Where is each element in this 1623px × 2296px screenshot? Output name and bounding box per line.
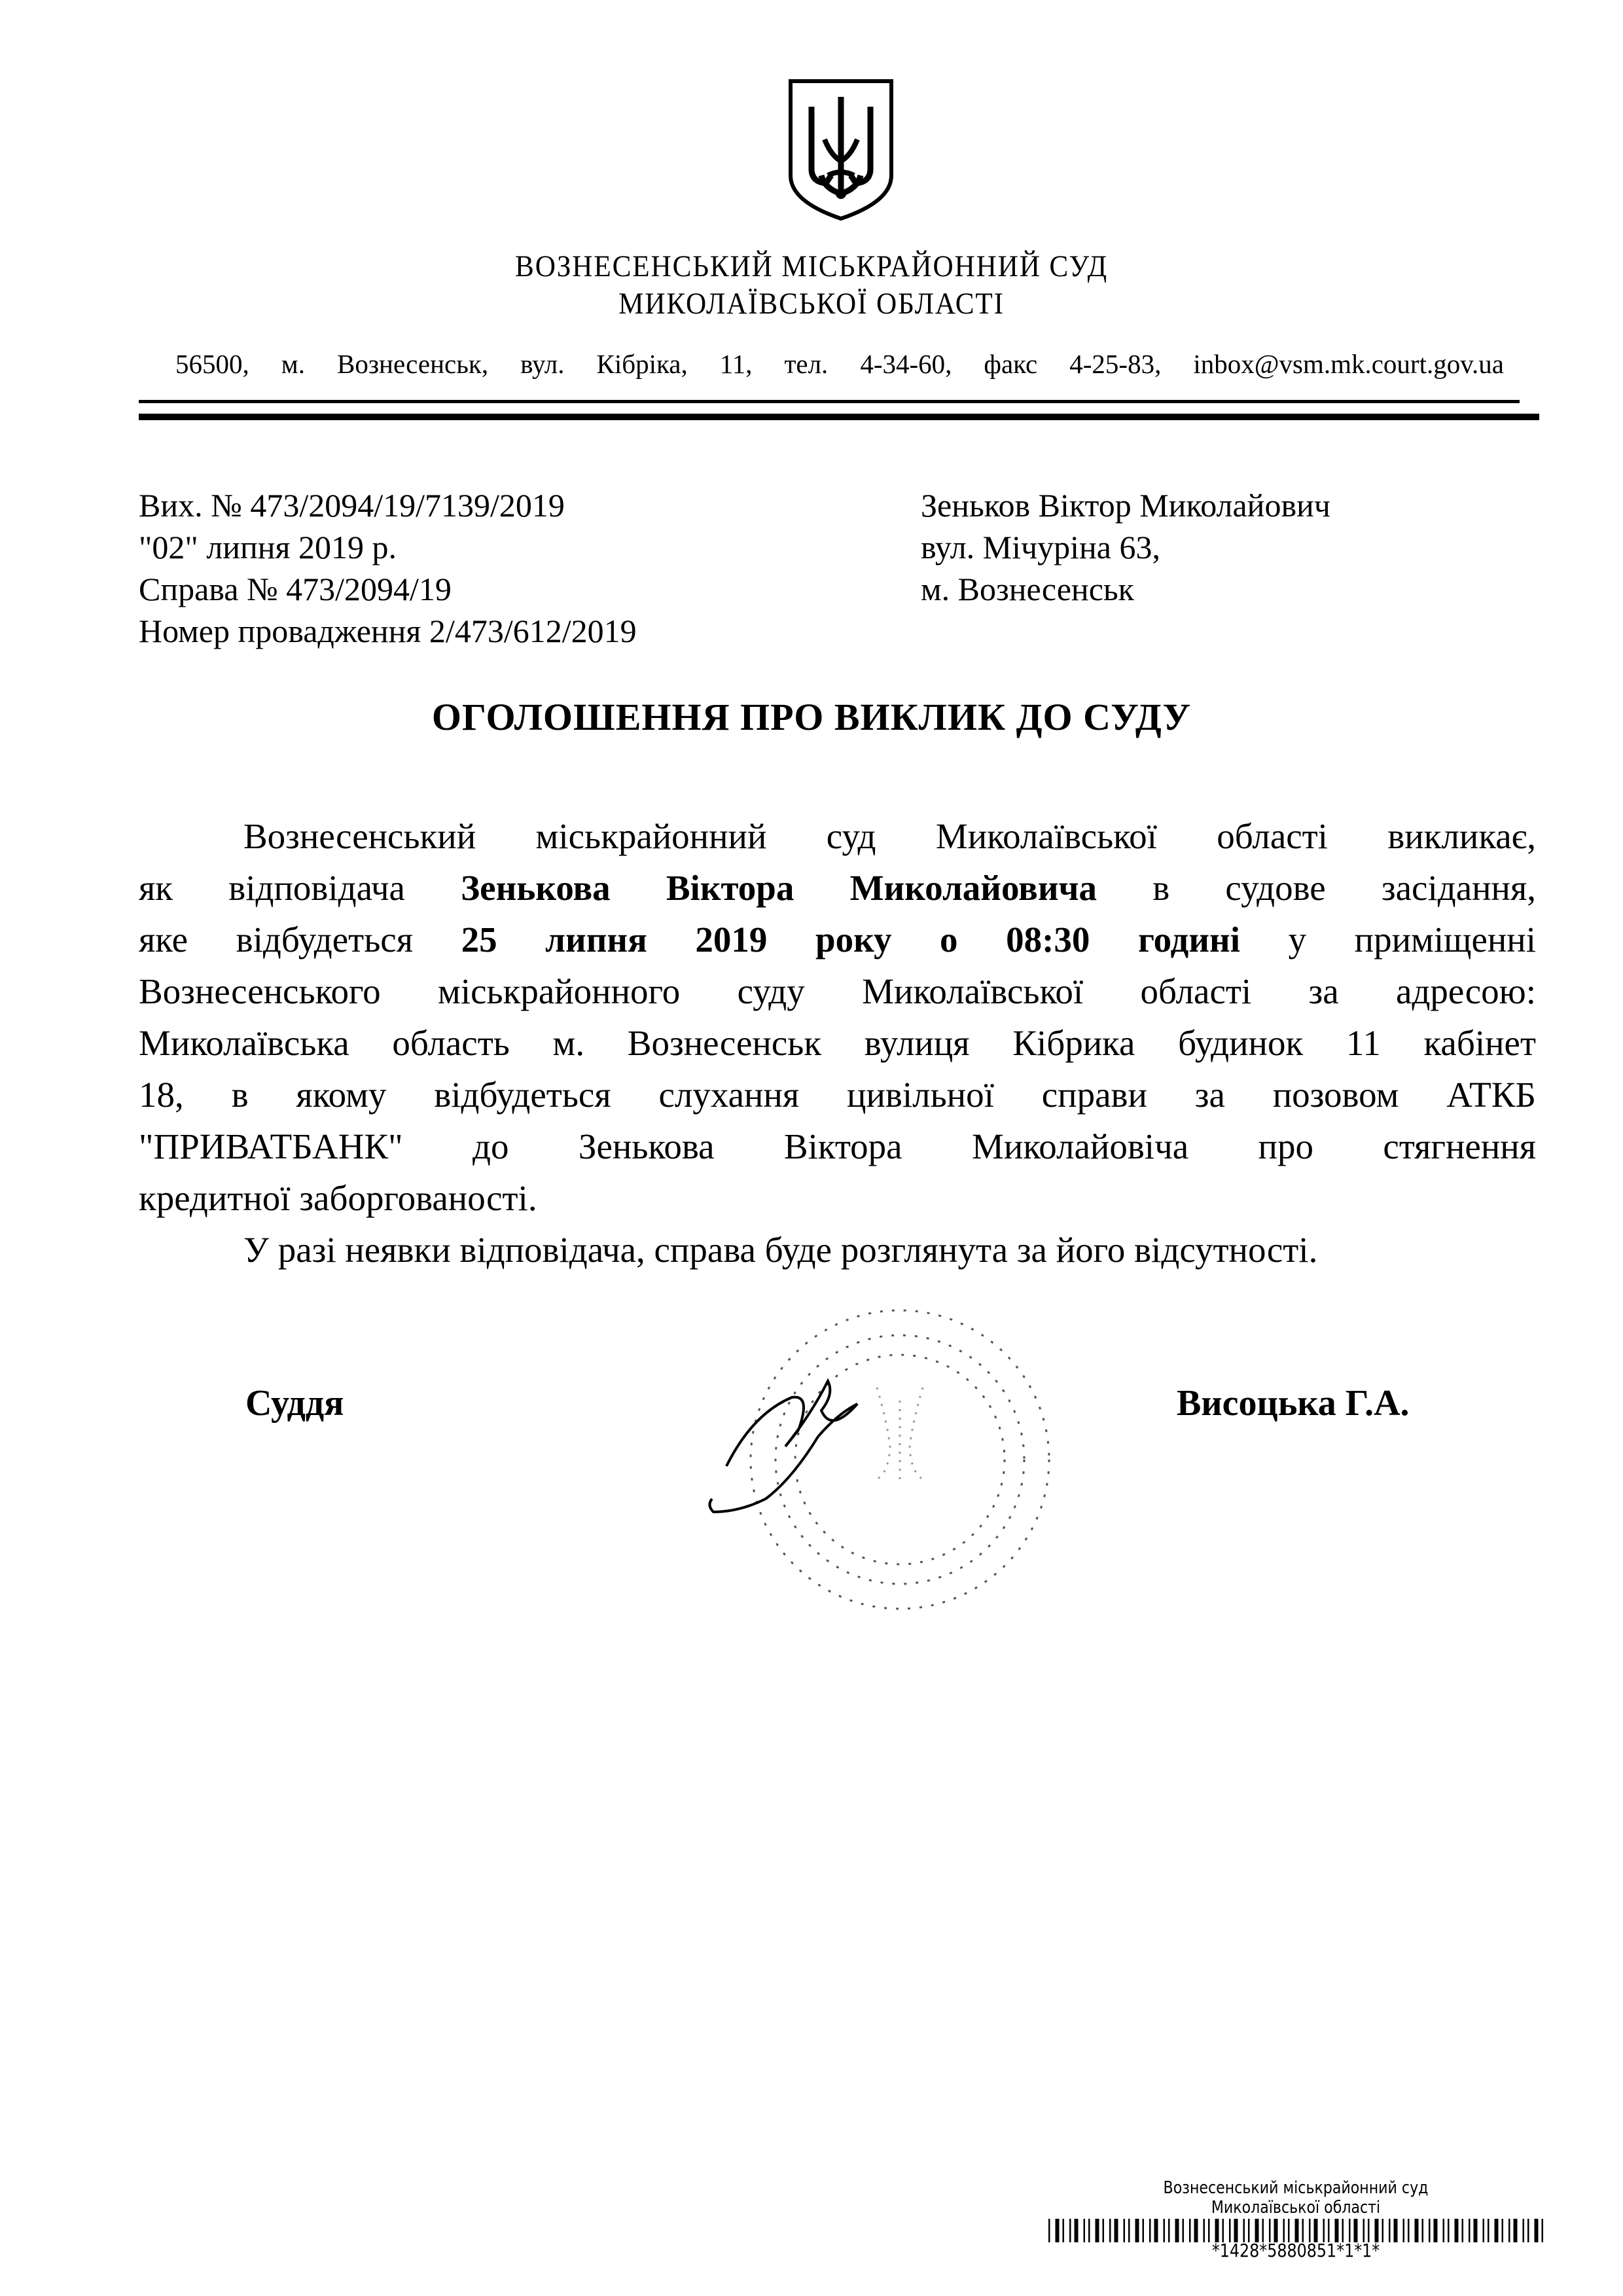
barcode-bar bbox=[1288, 2219, 1290, 2242]
barcode-bar bbox=[1483, 2219, 1485, 2242]
barcode-bar bbox=[1314, 2219, 1318, 2242]
barcode-bar bbox=[1363, 2219, 1365, 2242]
barcode-bar bbox=[1269, 2219, 1271, 2242]
barcode-bar bbox=[1048, 2219, 1050, 2242]
barcode-bar bbox=[1262, 2219, 1264, 2242]
recipient-street: вул. Мічуріна 63, bbox=[921, 529, 1160, 565]
barcode-bar bbox=[1154, 2219, 1158, 2242]
barcode-bar bbox=[1502, 2219, 1504, 2242]
signer-name: Висоцька Г.А. bbox=[1177, 1383, 1410, 1424]
body-text: яке відбудеться bbox=[139, 920, 414, 960]
barcode-bar bbox=[1527, 2219, 1529, 2242]
recipient-block bbox=[921, 484, 1330, 610]
barcode-bar bbox=[1462, 2219, 1464, 2242]
barcode-bar bbox=[1194, 2219, 1198, 2242]
barcode-bar bbox=[1488, 2219, 1489, 2242]
court-stamp-with-signature bbox=[694, 1283, 1086, 1610]
document-meta bbox=[139, 484, 637, 652]
barcode-bar bbox=[1115, 2219, 1118, 2242]
barcode-bar bbox=[1096, 2219, 1099, 2242]
barcode-bar bbox=[1508, 2219, 1510, 2242]
hearing-date: 25 липня bbox=[461, 920, 647, 960]
barcode-bar bbox=[1274, 2219, 1278, 2242]
barcode-bar bbox=[1302, 2219, 1304, 2242]
barcode-bar bbox=[1349, 2219, 1351, 2242]
barcode-bar bbox=[1215, 2219, 1219, 2242]
barcode-bar bbox=[1523, 2219, 1525, 2242]
barcode-bar bbox=[1255, 2219, 1259, 2242]
barcode-bar bbox=[1429, 2219, 1431, 2242]
recipient-city: м. Вознесенськ bbox=[921, 571, 1134, 607]
barcode-bar bbox=[1243, 2219, 1245, 2242]
body-line: кредитної заборгованості. bbox=[139, 1178, 537, 1218]
barcode-bar bbox=[1474, 2219, 1478, 2242]
barcode-bar bbox=[1164, 2219, 1166, 2242]
proceeding-number: Номер провадження 2/473/612/2019 bbox=[139, 613, 637, 649]
body-line bbox=[139, 862, 1536, 914]
recipient-name: Зеньков Віктор Миколайович bbox=[921, 487, 1330, 524]
barcode-bar bbox=[1328, 2219, 1330, 2242]
body-line: "ПРИВАТБАНК" до Зенькова Віктора Миколайовіча про стягнення bbox=[139, 1126, 1536, 1166]
coat-of-arms-icon bbox=[785, 77, 897, 223]
notice-body bbox=[139, 810, 1536, 1276]
barcode-bar bbox=[1382, 2219, 1384, 2242]
barcode-bar bbox=[1514, 2219, 1518, 2242]
barcode-bar bbox=[1542, 2219, 1544, 2242]
barcode-bar bbox=[1208, 2219, 1210, 2242]
barcode-bar bbox=[1175, 2219, 1179, 2242]
barcode-bar bbox=[1403, 2219, 1405, 2242]
barcode-bar bbox=[1495, 2219, 1499, 2242]
barcode-bar bbox=[1056, 2219, 1060, 2242]
barcode-bar bbox=[1323, 2219, 1325, 2242]
court-name-line2: МИКОЛАЇВСЬКОЇ ОБЛАСТІ bbox=[618, 287, 1005, 321]
barcode-bar bbox=[1335, 2219, 1339, 2242]
barcode-bar bbox=[1342, 2219, 1344, 2242]
body-text: у приміщенні bbox=[1288, 920, 1537, 960]
barcode-bar bbox=[1103, 2219, 1105, 2242]
document-title: ОГОЛОШЕННЯ ПРО ВИКЛИК ДО СУДУ bbox=[431, 696, 1192, 738]
barcode-bar bbox=[1408, 2219, 1410, 2242]
barcode-bar bbox=[1443, 2219, 1445, 2242]
barcode-bar bbox=[1149, 2219, 1151, 2242]
barcode-bar bbox=[1143, 2219, 1145, 2242]
barcode-bar bbox=[1128, 2219, 1130, 2242]
barcode-bar bbox=[1309, 2219, 1311, 2242]
barcode-bar bbox=[1084, 2219, 1086, 2242]
barcode-bar bbox=[1222, 2219, 1224, 2242]
signer-role: Суддя bbox=[245, 1383, 344, 1424]
barcode-bar bbox=[1535, 2219, 1539, 2242]
barcode-bar bbox=[1455, 2219, 1459, 2242]
court-name-line1: ВОЗНЕСЕНСЬКИЙ МІСЬКРАЙОННИЙ СУД bbox=[515, 249, 1108, 283]
barcode-bar bbox=[1183, 2219, 1185, 2242]
body-line: 18, в якому відбудеться слухання цивільної справи за позовом АТКБ bbox=[139, 1075, 1536, 1115]
header-divider-thin bbox=[139, 400, 1520, 403]
body-line bbox=[139, 914, 1536, 965]
barcode-bar bbox=[1109, 2219, 1111, 2242]
barcode-bar bbox=[1283, 2219, 1285, 2242]
barcode-bar bbox=[1415, 2219, 1419, 2242]
barcode-bar bbox=[1448, 2219, 1450, 2242]
body-text: в судове засідання, bbox=[1152, 868, 1537, 908]
hearing-time: 2019 року о 08:30 годині bbox=[695, 920, 1241, 960]
absence-warning: У разі неявки відповідача, справа буде розглянута за його відсутності. bbox=[243, 1230, 1318, 1270]
defendant-name: Зенькова Віктора Миколайовича bbox=[461, 868, 1097, 908]
barcode-bar bbox=[1189, 2219, 1191, 2242]
barcode-bar bbox=[1124, 2219, 1126, 2242]
barcode-bar bbox=[1088, 2219, 1090, 2242]
body-line: Вознесенський міськрайонний суд Миколаївської області викликає, bbox=[243, 816, 1536, 856]
barcode-bar bbox=[1229, 2219, 1231, 2242]
barcode-bar bbox=[1394, 2219, 1398, 2242]
barcode-bar bbox=[1204, 2219, 1205, 2242]
barcode-bar bbox=[1434, 2219, 1438, 2242]
barcode-number: *1428*5880851*1*1* bbox=[1211, 2240, 1380, 2261]
barcode-bar bbox=[1168, 2219, 1170, 2242]
barcode-bar bbox=[1135, 2219, 1139, 2242]
barcode-bar bbox=[1469, 2219, 1471, 2242]
barcode-bar bbox=[1063, 2219, 1065, 2242]
barcode bbox=[1047, 2219, 1544, 2242]
barcode-bar bbox=[1234, 2219, 1238, 2242]
outgoing-number: Вих. № 473/2094/19/7139/2019 bbox=[139, 487, 565, 524]
document-date: "02" липня 2019 р. bbox=[139, 529, 397, 565]
barcode-bar bbox=[1248, 2219, 1250, 2242]
case-number: Справа № 473/2094/19 bbox=[139, 571, 452, 607]
barcode-bar bbox=[1075, 2219, 1079, 2242]
body-text: як відповідача bbox=[139, 868, 405, 908]
barcode-bar bbox=[1368, 2219, 1370, 2242]
barcode-bar bbox=[1354, 2219, 1358, 2242]
barcode-bar bbox=[1375, 2219, 1379, 2242]
header-divider-thick bbox=[139, 414, 1539, 420]
footer-court-line2: Миколаївської області bbox=[1211, 2198, 1381, 2217]
body-line: Вознесенського міськрайонного суду Миколаївської області за адресою: bbox=[139, 971, 1536, 1011]
barcode-bar bbox=[1389, 2219, 1391, 2242]
footer-court-line1: Вознесенський міськрайонний суд bbox=[1163, 2178, 1429, 2198]
barcode-bar bbox=[1069, 2219, 1071, 2242]
barcode-bar bbox=[1295, 2219, 1299, 2242]
barcode-bar bbox=[1422, 2219, 1424, 2242]
court-address: 56500, м. Вознесенськ, вул. Кібріка, 11, тел. 4-34-60, факс 4-25-83, inbox@vsm.mk.court.gov.ua bbox=[175, 349, 1504, 379]
body-line: Миколаївська область м. Вознесенськ вулиця Кібрика будинок 11 кабінет bbox=[139, 1023, 1536, 1063]
